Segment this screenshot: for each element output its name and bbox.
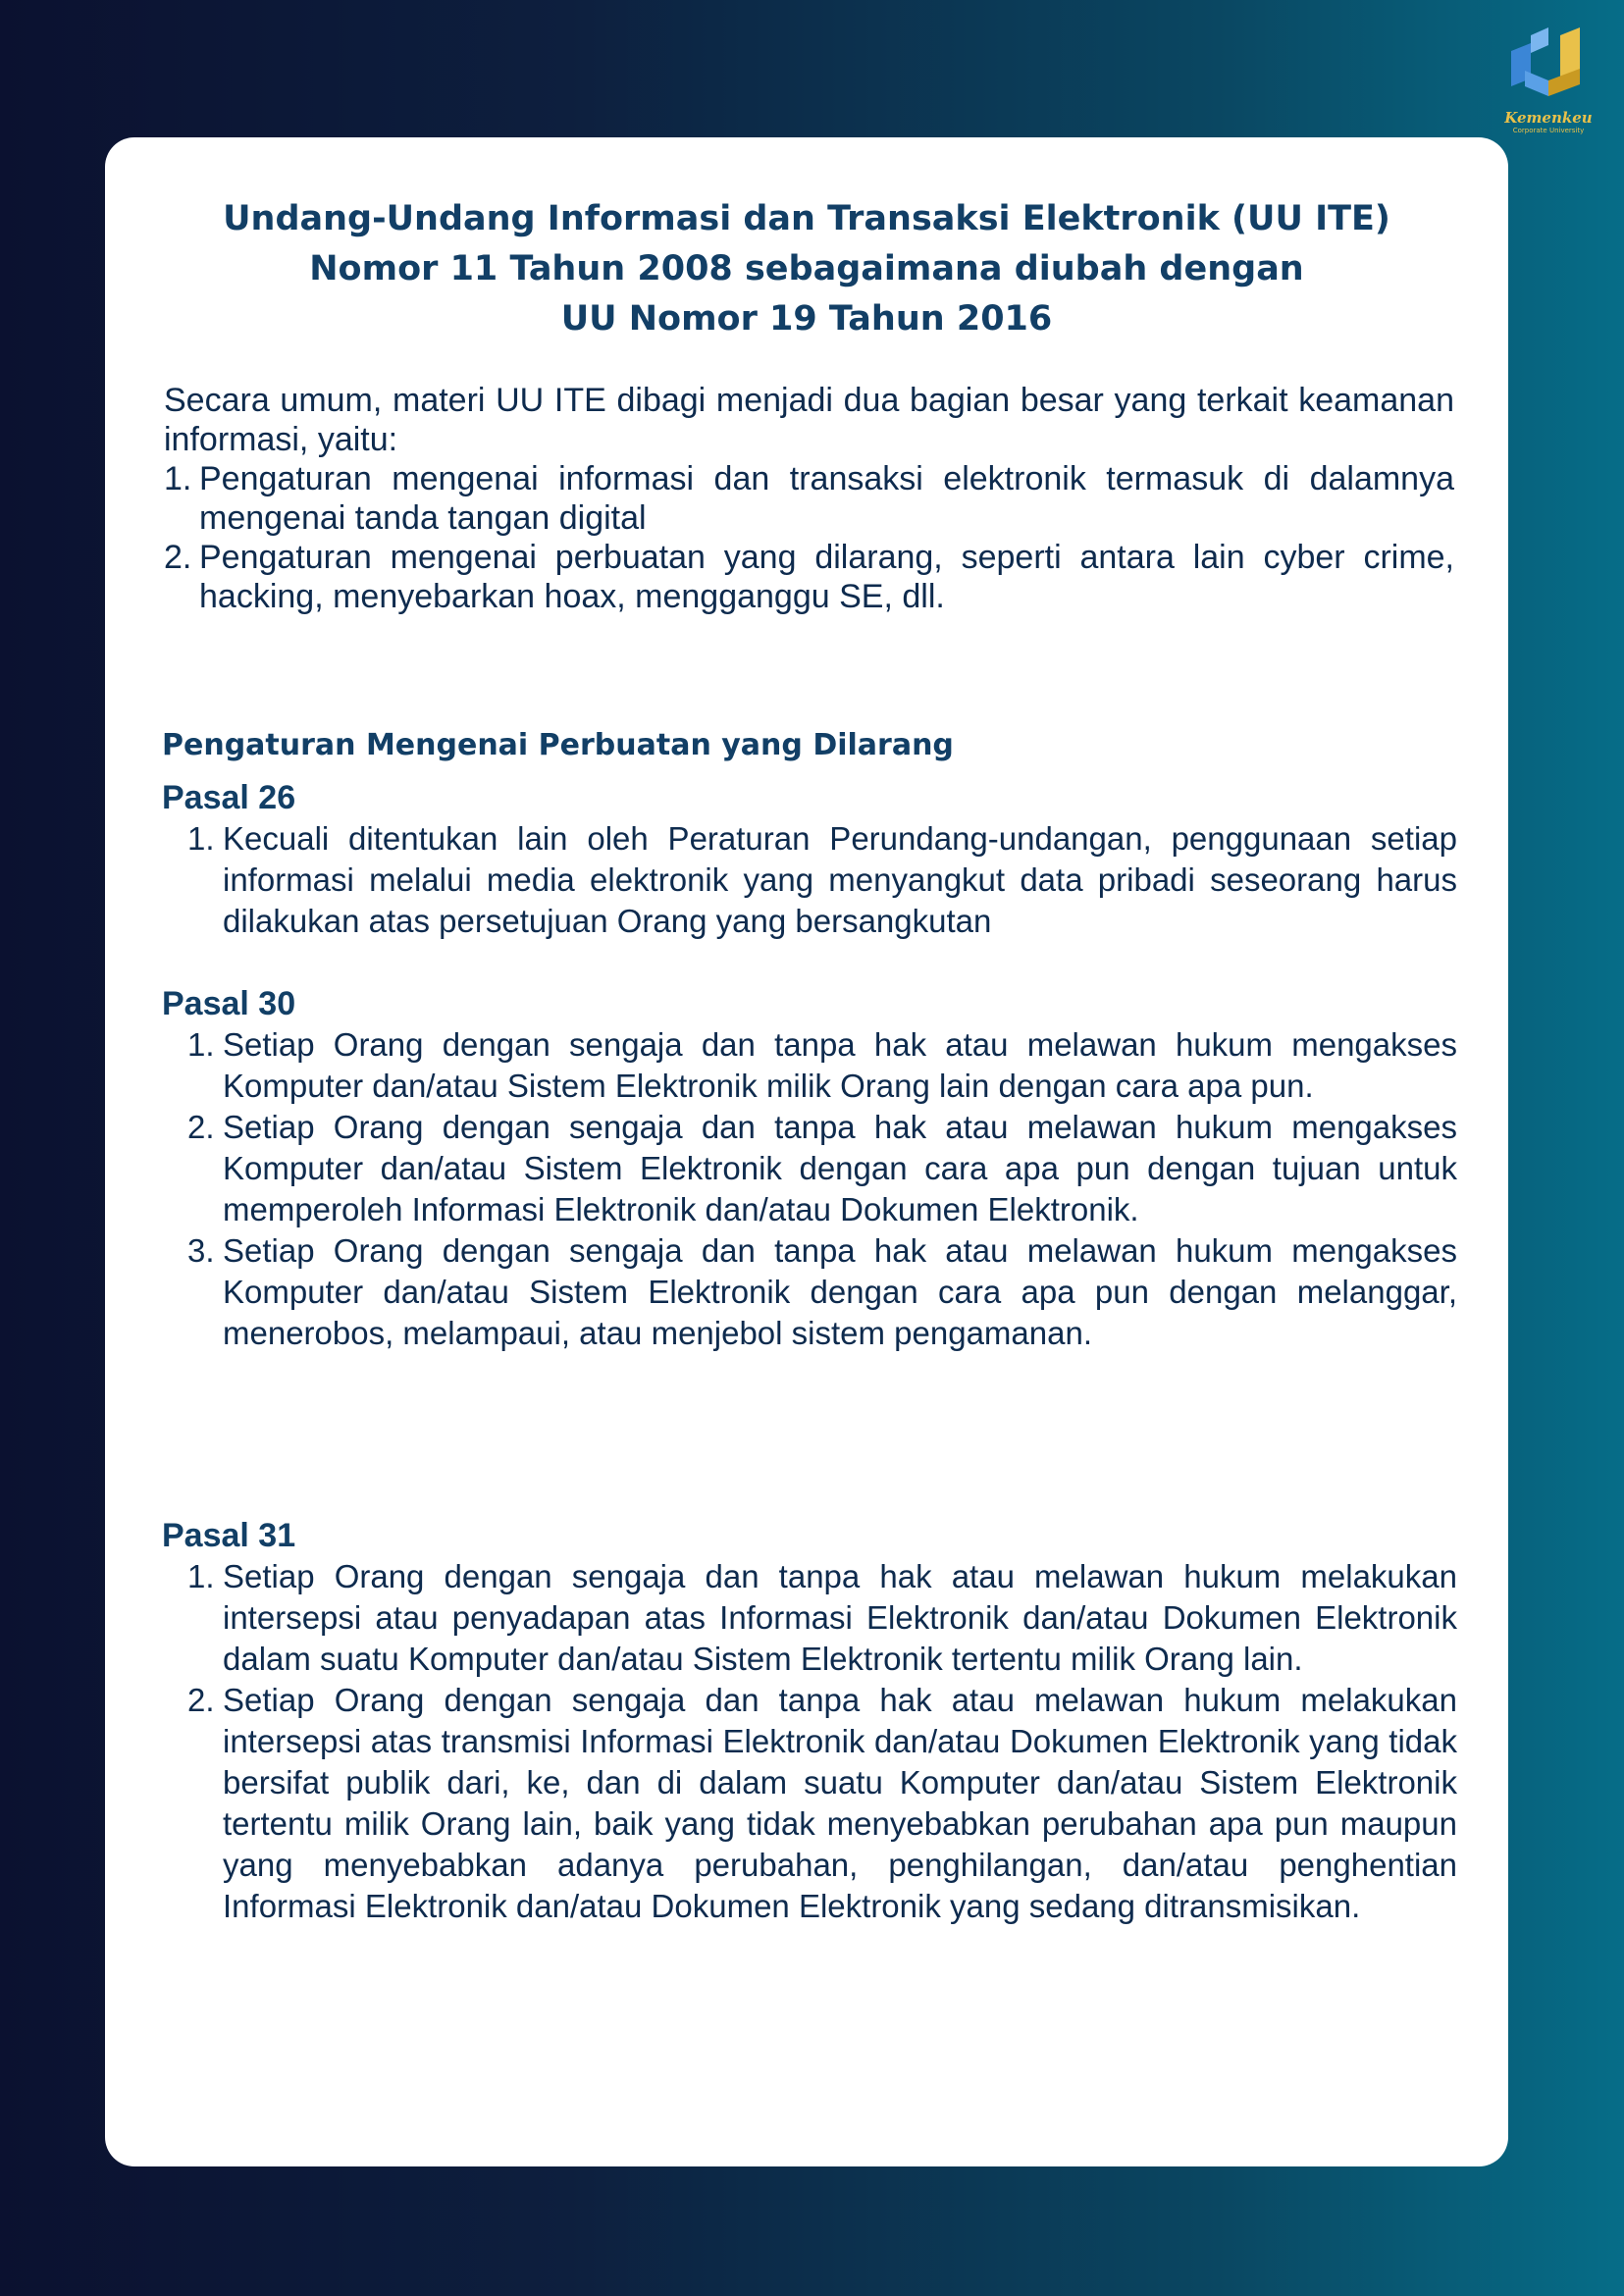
list-number: 2. <box>164 539 192 576</box>
list-number: 3. <box>187 1232 215 1269</box>
list-text: Pengaturan mengenai informasi dan transaksi elektronik termasuk di dalamnya mengenai tanda tangan digital <box>199 460 1454 537</box>
pasal-list-item <box>162 1680 1457 1927</box>
list-text: Kecuali ditentukan lain oleh Peraturan Perundang-undangan, penggunaan setiap informasi melalui media elektronik yang menyangkut data pribadi seseorang harus dilakukan atas persetujuan Orang yang bersangkutan <box>223 820 1457 939</box>
intro-paragraph: Secara umum, materi UU ITE dibagi menjadi dua bagian besar yang terkait keamanan informasi, yaitu: <box>164 382 1454 458</box>
title-line-1: Undang-Undang Informasi dan Transaksi Elektronik (UU ITE) <box>223 199 1390 238</box>
pasal-list-item <box>162 818 1457 942</box>
pasal-title: Pasal 26 <box>162 779 296 816</box>
section-heading: Pengaturan Mengenai Perbuatan yang Dilarang <box>162 728 954 762</box>
title-line-3: UU Nomor 19 Tahun 2016 <box>560 299 1053 339</box>
pasal-31-section <box>162 1515 1457 1927</box>
logo-mark-icon <box>1501 27 1596 110</box>
list-text: Setiap Orang dengan sengaja dan tanpa hak atau melawan hukum melakukan intersepsi atau penyadapan atas Informasi Elektronik dan/atau Dokumen Elektronik dalam suatu Komputer dan/atau Sistem Elektronik tertentu milik Orang lain. <box>223 1558 1457 1677</box>
pasal-list-item <box>162 1556 1457 1680</box>
pasal-list <box>162 1024 1457 1354</box>
list-number: 2. <box>187 1109 215 1145</box>
pasal-26-section <box>162 777 1457 942</box>
list-text: Setiap Orang dengan sengaja dan tanpa hak atau melawan hukum melakukan intersepsi atas transmisi Informasi Elektronik dan/atau Dokumen Elektronik yang tidak bersifat publik dari, ke, dan di dalam suatu Komputer dan/atau Sistem Elektronik tertentu milik Orang lain, baik yang tidak menyebabkan perubahan apa pun maupun yang menyebabkan adanya perubahan, penghilangan, dan/atau penghentian Informasi Elektronik dan/atau Dokumen Elektronik yang sedang ditransmisikan. <box>223 1682 1457 1924</box>
list-number: 1. <box>187 1026 215 1063</box>
pasal-title: Pasal 31 <box>162 1517 296 1554</box>
intro-list-item <box>164 538 1454 616</box>
kemenkeu-logo <box>1501 27 1596 143</box>
list-text: Setiap Orang dengan sengaja dan tanpa hak atau melawan hukum mengakses Komputer dan/atau Sistem Elektronik dengan cara apa pun dengan tujuan untuk memperoleh Informasi Elektronik dan/atau Dokumen Elektronik. <box>223 1109 1457 1227</box>
pasal-list-item <box>162 1024 1457 1107</box>
pasal-list <box>162 1556 1457 1927</box>
list-number: 2. <box>187 1682 215 1718</box>
intro-list-item <box>164 459 1454 538</box>
intro-section <box>164 381 1454 616</box>
pasal-list <box>162 818 1457 942</box>
page-title <box>105 194 1508 344</box>
pasal-list-item <box>162 1230 1457 1354</box>
list-text: Setiap Orang dengan sengaja dan tanpa hak atau melawan hukum mengakses Komputer dan/atau Sistem Elektronik milik Orang lain dengan cara apa pun. <box>223 1026 1457 1104</box>
pasal-title: Pasal 30 <box>162 985 296 1022</box>
content-card <box>105 137 1508 2166</box>
list-text: Setiap Orang dengan sengaja dan tanpa hak atau melawan hukum mengakses Komputer dan/atau Sistem Elektronik dengan cara apa pun dengan melanggar, menerobos, melampaui, atau menjebol sistem pengamanan. <box>223 1232 1457 1351</box>
pasal-30-section <box>162 983 1457 1354</box>
list-number: 1. <box>187 820 215 857</box>
list-number: 1. <box>164 460 192 497</box>
pasal-list-item <box>162 1107 1457 1230</box>
list-text: Pengaturan mengenai perbuatan yang dilarang, seperti antara lain cyber crime, hacking, menyebarkan hoax, mengganggu SE, dll. <box>199 539 1454 615</box>
list-number: 1. <box>187 1558 215 1594</box>
logo-subtitle: Corporate University <box>1512 127 1585 134</box>
title-line-2: Nomor 11 Tahun 2008 sebagaimana diubah dengan <box>309 249 1304 288</box>
intro-list <box>164 459 1454 616</box>
logo-name: Kemenkeu <box>1504 109 1593 127</box>
